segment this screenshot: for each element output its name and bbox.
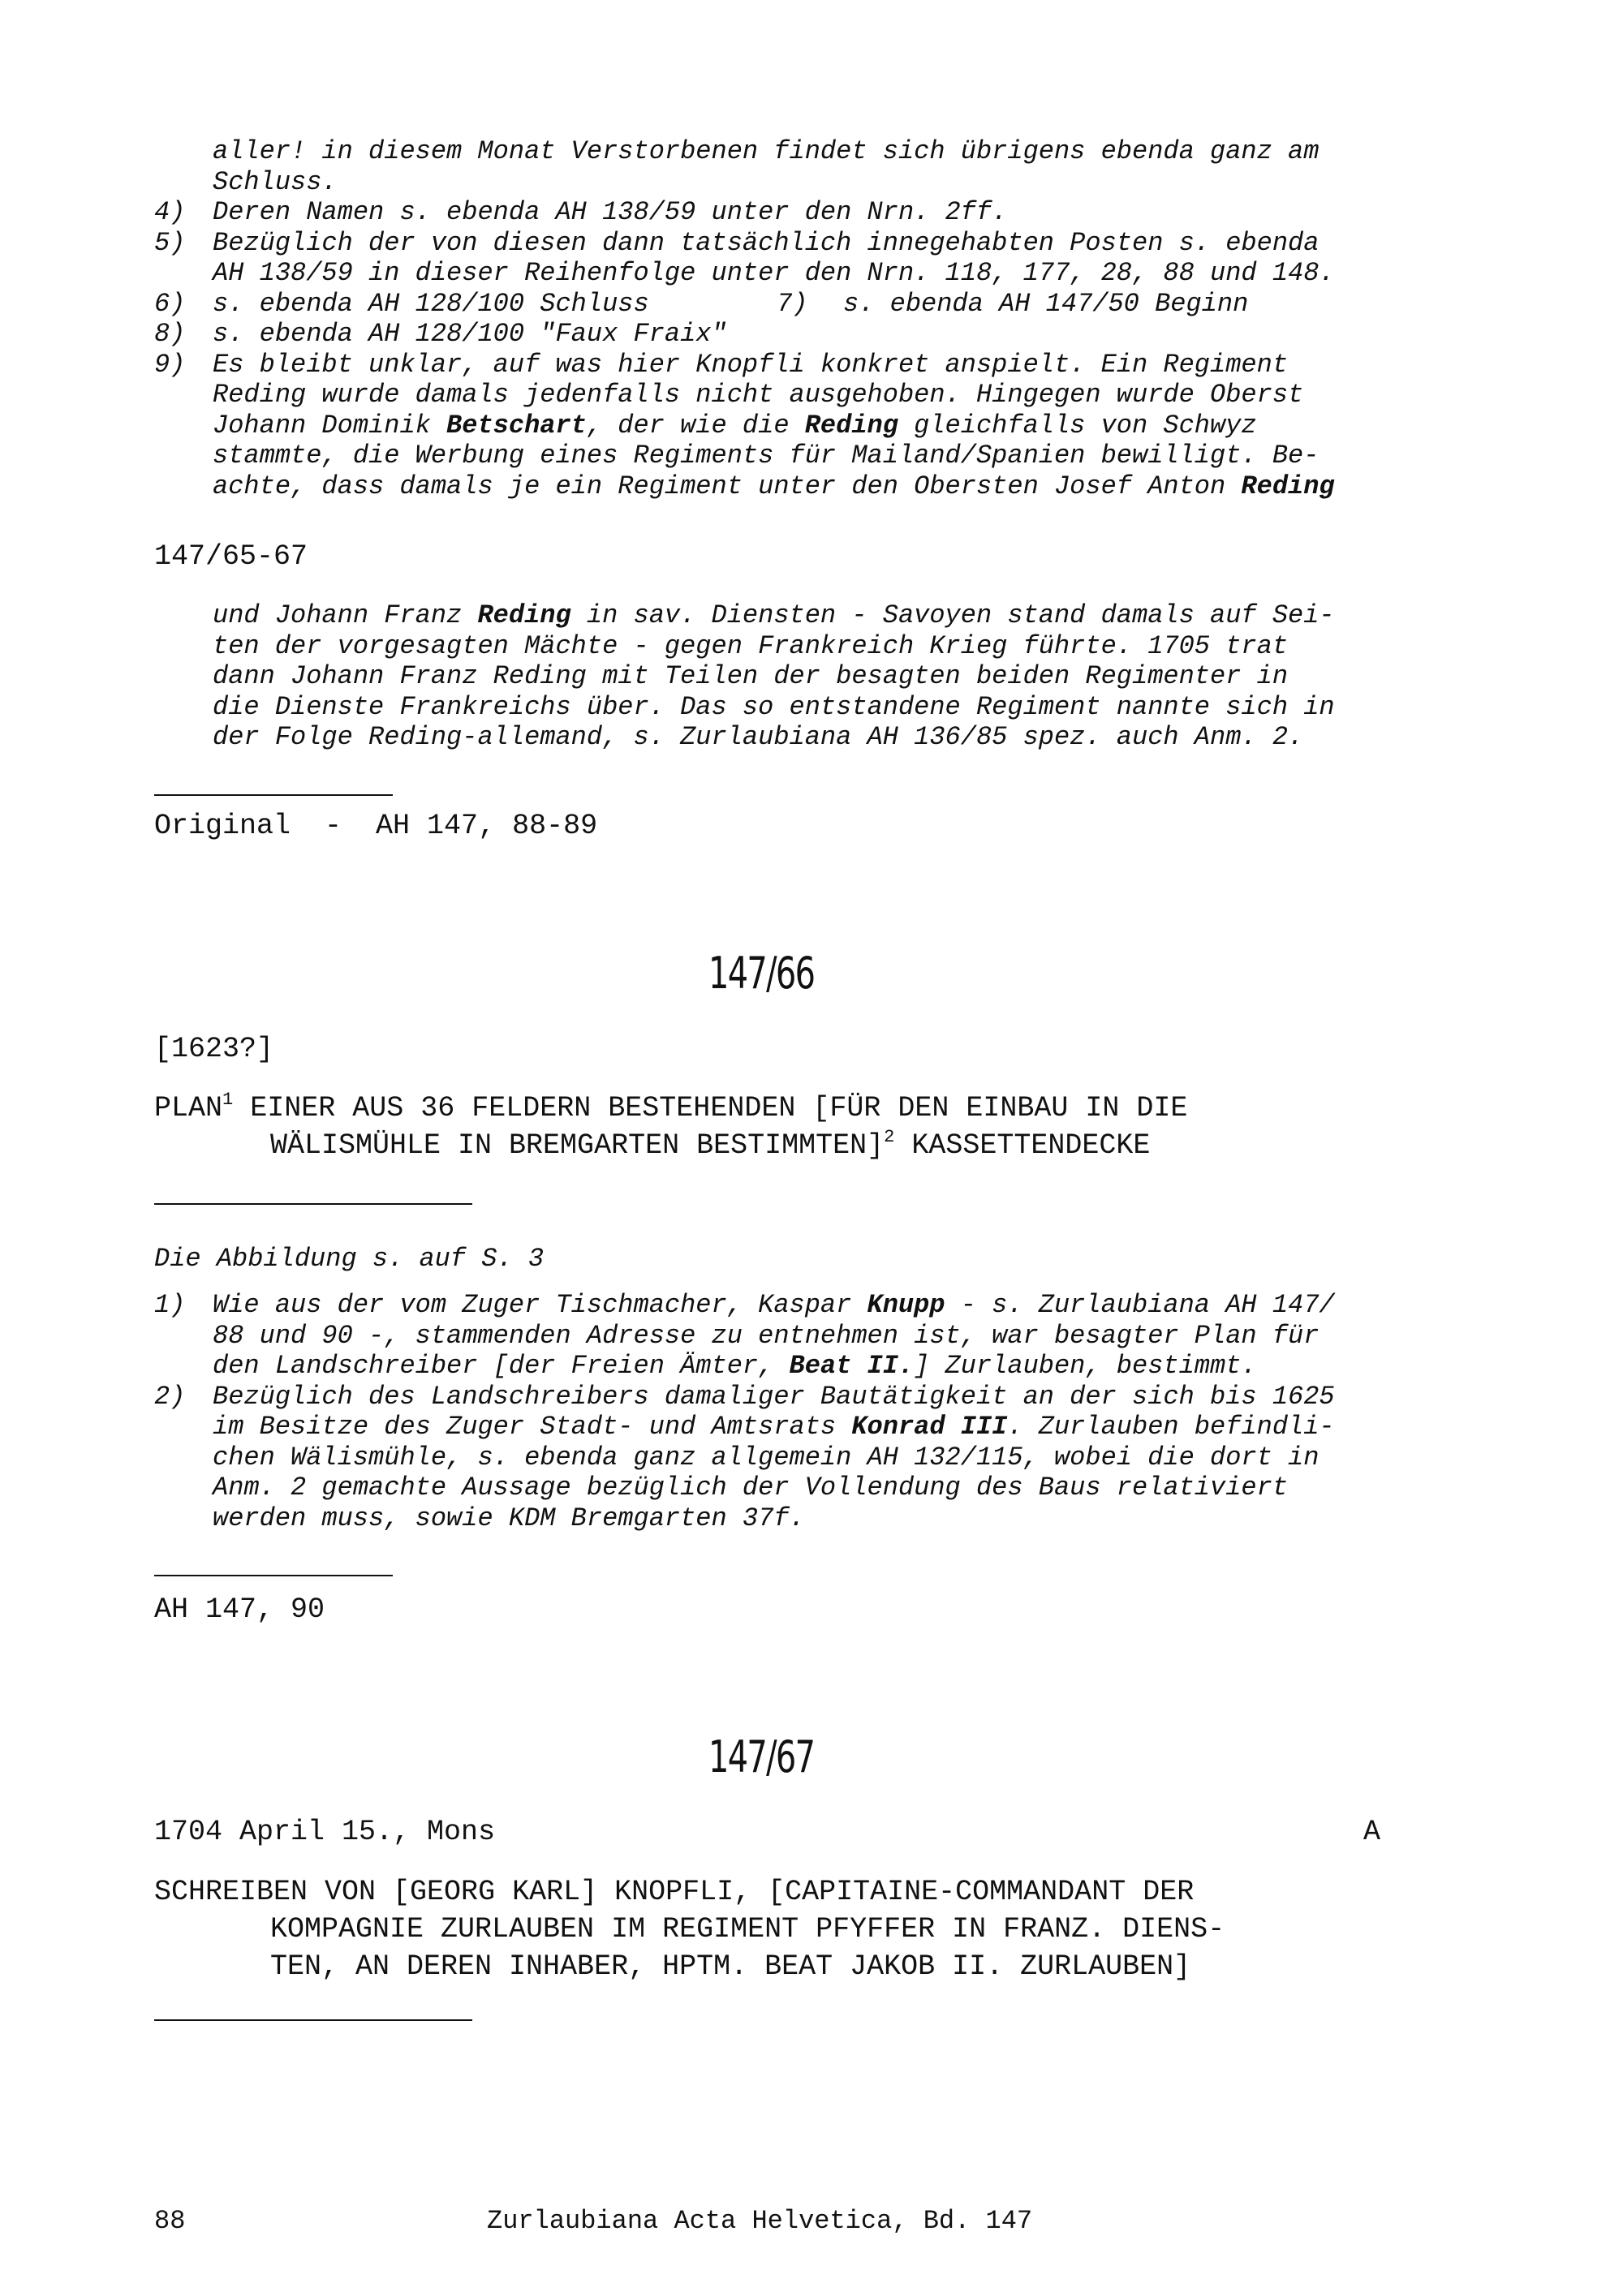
footnote-number: 9) bbox=[154, 349, 186, 380]
footnote-2-line: Bezüglich des Landschreibers damaliger Bautätigkeit an der sich bis 1625 bbox=[213, 1381, 1335, 1412]
source-line: AH 147, 90 bbox=[154, 1593, 325, 1626]
footnote-number: 7) bbox=[777, 288, 808, 319]
footnotes-doc66 bbox=[154, 1290, 1420, 1541]
continuation-line: dann Johann Franz Reding mit Teilen der besagten beiden Regimenter in bbox=[213, 661, 1289, 691]
illustration-note: Die Abbildung s. auf S. 3 bbox=[154, 1244, 545, 1274]
continuation-ref: 147/65-67 bbox=[154, 540, 308, 573]
text-run: KASSETTENDECKE bbox=[894, 1129, 1151, 1162]
footnote-2-line bbox=[213, 1412, 1335, 1443]
footnote-continuation-line: Schluss. bbox=[213, 166, 338, 197]
name-bold: Beat II. bbox=[789, 1351, 915, 1381]
footnotes-top bbox=[154, 136, 1420, 510]
footnote-8: s. ebenda AH 128/100 "Faux Fraix" bbox=[213, 319, 727, 349]
name-bold: Reding bbox=[477, 600, 571, 630]
name-bold: Reding bbox=[1241, 471, 1335, 501]
running-footer: Zurlaubiana Acta Helvetica, Bd. 147 bbox=[487, 2206, 1033, 2236]
text-run: EINER AUS 36 FELDERN BESTEHENDEN [FÜR DEN EINBAU IN DIE bbox=[233, 1092, 1188, 1124]
name-bold: Konrad III bbox=[851, 1412, 1008, 1442]
document-marker: A bbox=[1363, 1816, 1381, 1848]
document-date: [1623?] bbox=[154, 1033, 274, 1065]
text-run: , der wie die bbox=[586, 410, 805, 441]
footnote-7: s. ebenda AH 147/50 Beginn bbox=[843, 288, 1249, 319]
text-run: . Zurlauben befindli- bbox=[1007, 1412, 1335, 1442]
text-run: Wie aus der vom Zuger Tischmacher, Kaspar bbox=[213, 1290, 867, 1320]
document-date: 1704 April 15., Mons bbox=[154, 1816, 496, 1848]
footnote-ref: 2 bbox=[884, 1127, 895, 1147]
footnote-number: 6) bbox=[154, 288, 186, 319]
footnote-5-line: Bezüglich der von diesen dann tatsächlich innegehabten Posten s. ebenda bbox=[213, 227, 1319, 258]
text-run: Johann Dominik bbox=[213, 410, 447, 441]
text-run: den Landschreiber [der Freien Ämter, bbox=[213, 1351, 790, 1381]
separator-rule bbox=[154, 1203, 472, 1205]
footnote-number: 2) bbox=[154, 1381, 186, 1412]
text-run: - s. Zurlaubiana AH 147/ bbox=[945, 1290, 1335, 1320]
document-title-line: KOMPAGNIE ZURLAUBEN IM REGIMENT PFYFFER IN FRANZ. DIENS- bbox=[270, 1913, 1225, 1946]
footnote-4: Deren Namen s. ebenda AH 138/59 unter den Nrn. 2ff. bbox=[213, 197, 1008, 227]
footnote-9-line: Reding wurde damals jedenfalls nicht ausgehoben. Hingegen wurde Oberst bbox=[213, 380, 1304, 410]
source-line: Original - AH 147, 88-89 bbox=[154, 810, 598, 842]
footnote-continuation-block bbox=[154, 600, 1420, 755]
separator-rule bbox=[154, 1575, 393, 1576]
footnote-9-line bbox=[213, 471, 1335, 502]
text-run: in sav. Diensten - Savoyen stand damals auf Sei- bbox=[570, 600, 1335, 630]
footnote-9-line: stammte, die Werbung eines Regiments für Mailand/Spanien bewilligt. Be- bbox=[213, 441, 1319, 471]
document-number: 147/66 bbox=[708, 948, 815, 999]
footnote-1-line: 88 und 90 -, stammenden Adresse zu entnehmen ist, war besagter Plan für bbox=[213, 1320, 1319, 1351]
footnote-2-line: werden muss, sowie KDM Bremgarten 37f. bbox=[213, 1503, 805, 1533]
footnote-number: 1) bbox=[154, 1290, 186, 1320]
name-bold: Betschart bbox=[446, 410, 587, 441]
document-title-line: SCHREIBEN VON [GEORG KARL] KNOPFLI, [CAPITAINE-COMMANDANT DER bbox=[154, 1876, 1195, 1908]
footnote-continuation-line: aller! in diesem Monat Verstorbenen findet sich übrigens ebenda ganz am bbox=[213, 136, 1319, 166]
footnote-ref: 1 bbox=[222, 1090, 234, 1110]
text-run: WÄLISMÜHLE IN BREMGARTEN BESTIMMTEN] bbox=[270, 1129, 885, 1162]
footnote-number: 4) bbox=[154, 197, 186, 227]
footnote-1-line bbox=[213, 1290, 1335, 1321]
continuation-line bbox=[213, 600, 1335, 631]
footnote-9-line: Es bleibt unklar, auf was hier Knopfli konkret anspielt. Ein Regiment bbox=[213, 349, 1289, 380]
text-run: gleichfalls von Schwyz bbox=[898, 410, 1257, 441]
document-title-line bbox=[154, 1090, 1187, 1127]
name-bold: Reding bbox=[804, 410, 898, 441]
footnote-9-line bbox=[213, 411, 1257, 441]
footnote-1-line bbox=[213, 1351, 1257, 1382]
footnote-2-line: Anm. 2 gemachte Aussage bezüglich der Vollendung des Baus relativiert bbox=[213, 1473, 1289, 1503]
text-run: PLAN bbox=[154, 1092, 223, 1124]
separator-rule bbox=[154, 794, 393, 796]
footnote-number: 5) bbox=[154, 227, 186, 258]
name-bold: Knupp bbox=[867, 1290, 945, 1320]
footnote-2-line: chen Wälismühle, s. ebenda ganz allgemein AH 132/115, wobei die dort in bbox=[213, 1442, 1319, 1473]
separator-rule bbox=[154, 2019, 472, 2021]
footnote-6: s. ebenda AH 128/100 Schluss bbox=[213, 288, 649, 319]
text-run: und Johann Franz bbox=[213, 600, 478, 630]
text-run: im Besitze des Zuger Stadt- und Amtsrats bbox=[213, 1412, 852, 1442]
continuation-line: die Dienste Frankreichs über. Das so entstandene Regiment nannte sich in bbox=[213, 691, 1335, 722]
text-run: achte, dass damals je ein Regiment unter den Obersten Josef Anton bbox=[213, 471, 1242, 501]
page-number: 88 bbox=[154, 2206, 186, 2236]
footnote-number: 8) bbox=[154, 319, 186, 349]
document-title-line bbox=[270, 1127, 1150, 1164]
continuation-line: der Folge Reding-allemand, s. Zurlaubiana AH 136/85 spez. auch Anm. 2. bbox=[213, 722, 1304, 752]
continuation-line: ten der vorgesagten Mächte - gegen Frankreich Krieg führte. 1705 trat bbox=[213, 630, 1289, 661]
document-number: 147/67 bbox=[708, 1731, 815, 1782]
document-title-line: TEN, AN DEREN INHABER, HPTM. BEAT JAKOB II. ZURLAUBEN] bbox=[270, 1950, 1191, 1983]
footnote-5-line: AH 138/59 in dieser Reihenfolge unter den Nrn. 118, 177, 28, 88 und 148. bbox=[213, 258, 1335, 288]
text-run: ] Zurlauben, bestimmt. bbox=[914, 1351, 1257, 1381]
